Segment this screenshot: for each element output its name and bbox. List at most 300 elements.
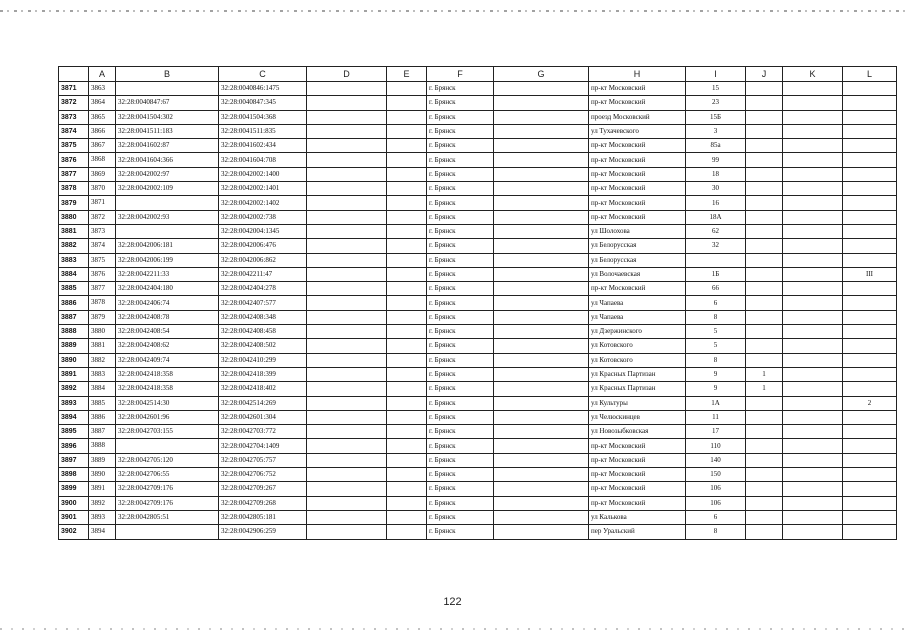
table-cell[interactable]: 32:28:0042408:62 <box>116 339 219 353</box>
table-cell[interactable] <box>494 382 589 396</box>
row-number[interactable]: 3891 <box>59 367 89 381</box>
table-cell[interactable] <box>746 468 783 482</box>
table-cell[interactable] <box>494 482 589 496</box>
table-cell[interactable]: пр-кт Московский <box>589 167 686 181</box>
table-cell[interactable]: г. Брянск <box>427 96 494 110</box>
table-cell[interactable]: пр-кт Московский <box>589 468 686 482</box>
table-cell[interactable]: пр-кт Московский <box>589 282 686 296</box>
table-cell[interactable] <box>746 139 783 153</box>
table-cell[interactable]: 3880 <box>89 325 116 339</box>
row-number[interactable]: 3894 <box>59 410 89 424</box>
table-cell[interactable] <box>494 282 589 296</box>
table-cell[interactable]: ул Белорусская <box>589 239 686 253</box>
table-cell[interactable] <box>307 425 387 439</box>
table-cell[interactable] <box>387 224 427 238</box>
table-cell[interactable]: 32:28:0042709:268 <box>219 496 307 510</box>
table-cell[interactable] <box>387 439 427 453</box>
table-cell[interactable] <box>843 182 897 196</box>
table-cell[interactable]: г. Брянск <box>427 224 494 238</box>
table-cell[interactable]: 32:28:0042408:348 <box>219 310 307 324</box>
table-cell[interactable] <box>387 253 427 267</box>
table-cell[interactable] <box>843 196 897 210</box>
table-cell[interactable] <box>387 167 427 181</box>
table-cell[interactable]: 99 <box>686 153 746 167</box>
table-cell[interactable]: г. Брянск <box>427 339 494 353</box>
table-cell[interactable]: 32:28:0042407:577 <box>219 296 307 310</box>
table-cell[interactable]: 3893 <box>89 510 116 524</box>
table-cell[interactable] <box>116 439 219 453</box>
table-cell[interactable] <box>387 367 427 381</box>
table-cell[interactable]: г. Брянск <box>427 282 494 296</box>
row-number[interactable]: 3883 <box>59 253 89 267</box>
table-cell[interactable]: 32:28:0042406:74 <box>116 296 219 310</box>
row-number[interactable]: 3897 <box>59 453 89 467</box>
table-cell[interactable]: ул Чапаева <box>589 310 686 324</box>
table-cell[interactable]: 32 <box>686 239 746 253</box>
table-cell[interactable] <box>686 253 746 267</box>
table-cell[interactable] <box>307 282 387 296</box>
table-cell[interactable]: 3887 <box>89 425 116 439</box>
table-cell[interactable] <box>843 253 897 267</box>
table-cell[interactable]: 32:28:0042409:74 <box>116 353 219 367</box>
table-cell[interactable] <box>494 425 589 439</box>
table-cell[interactable] <box>843 110 897 124</box>
row-number[interactable]: 3877 <box>59 167 89 181</box>
table-cell[interactable]: 32:28:0042706:752 <box>219 468 307 482</box>
table-cell[interactable] <box>387 310 427 324</box>
row-number[interactable]: 3892 <box>59 382 89 396</box>
table-cell[interactable]: 32:28:0042709:267 <box>219 482 307 496</box>
table-cell[interactable]: 32:28:0042706:55 <box>116 468 219 482</box>
table-cell[interactable] <box>387 510 427 524</box>
row-number[interactable]: 3878 <box>59 182 89 196</box>
table-cell[interactable] <box>307 153 387 167</box>
table-cell[interactable]: 32:28:0040846:1475 <box>219 82 307 96</box>
table-cell[interactable] <box>783 382 843 396</box>
table-cell[interactable] <box>843 468 897 482</box>
table-cell[interactable]: 62 <box>686 224 746 238</box>
table-cell[interactable]: 3888 <box>89 439 116 453</box>
table-cell[interactable] <box>783 182 843 196</box>
table-cell[interactable] <box>746 124 783 138</box>
table-cell[interactable] <box>387 496 427 510</box>
table-cell[interactable]: 32:28:0042805:181 <box>219 510 307 524</box>
table-cell[interactable]: 8 <box>686 525 746 539</box>
table-cell[interactable] <box>494 525 589 539</box>
table-cell[interactable] <box>387 139 427 153</box>
table-cell[interactable] <box>783 396 843 410</box>
table-cell[interactable]: 5 <box>686 339 746 353</box>
table-cell[interactable]: пр-кт Московский <box>589 96 686 110</box>
table-cell[interactable] <box>494 239 589 253</box>
table-cell[interactable]: 106 <box>686 482 746 496</box>
table-cell[interactable] <box>783 124 843 138</box>
table-cell[interactable]: 85а <box>686 139 746 153</box>
row-number[interactable]: 3885 <box>59 282 89 296</box>
table-cell[interactable]: г. Брянск <box>427 396 494 410</box>
table-cell[interactable] <box>494 510 589 524</box>
table-cell[interactable]: г. Брянск <box>427 196 494 210</box>
table-cell[interactable]: 3 <box>686 124 746 138</box>
row-number[interactable]: 3881 <box>59 224 89 238</box>
table-cell[interactable]: г. Брянск <box>427 182 494 196</box>
table-cell[interactable]: 32:28:0042514:269 <box>219 396 307 410</box>
table-cell[interactable]: г. Брянск <box>427 496 494 510</box>
table-cell[interactable] <box>746 167 783 181</box>
table-cell[interactable] <box>843 496 897 510</box>
table-cell[interactable] <box>783 453 843 467</box>
table-cell[interactable] <box>307 439 387 453</box>
row-number[interactable]: 3879 <box>59 196 89 210</box>
table-cell[interactable] <box>746 310 783 324</box>
table-cell[interactable]: 11 <box>686 410 746 424</box>
table-cell[interactable]: 9 <box>686 367 746 381</box>
table-cell[interactable] <box>783 267 843 281</box>
table-cell[interactable]: пр-кт Московский <box>589 196 686 210</box>
table-cell[interactable]: 32:28:0041504:368 <box>219 110 307 124</box>
table-cell[interactable] <box>783 139 843 153</box>
table-cell[interactable] <box>494 468 589 482</box>
table-cell[interactable] <box>843 339 897 353</box>
table-cell[interactable]: 32:28:0042002:97 <box>116 167 219 181</box>
table-cell[interactable] <box>746 353 783 367</box>
table-cell[interactable]: г. Брянск <box>427 167 494 181</box>
table-cell[interactable]: ул Котовского <box>589 353 686 367</box>
table-cell[interactable]: 3864 <box>89 96 116 110</box>
table-cell[interactable]: 32:28:0042418:402 <box>219 382 307 396</box>
table-cell[interactable] <box>746 439 783 453</box>
column-header[interactable]: F <box>427 67 494 82</box>
row-number[interactable]: 3893 <box>59 396 89 410</box>
table-cell[interactable]: 32:28:0042906:259 <box>219 525 307 539</box>
table-cell[interactable] <box>843 310 897 324</box>
table-cell[interactable] <box>494 167 589 181</box>
table-cell[interactable]: 32:28:0042805:51 <box>116 510 219 524</box>
table-cell[interactable]: 32:28:0042418:399 <box>219 367 307 381</box>
row-number[interactable]: 3887 <box>59 310 89 324</box>
table-cell[interactable]: 32:28:0042211:33 <box>116 267 219 281</box>
table-cell[interactable]: 32:28:0042002:1400 <box>219 167 307 181</box>
table-cell[interactable] <box>387 339 427 353</box>
table-cell[interactable] <box>307 525 387 539</box>
table-cell[interactable]: 32:28:0042709:176 <box>116 496 219 510</box>
table-cell[interactable] <box>494 224 589 238</box>
column-header[interactable]: E <box>387 67 427 82</box>
table-cell[interactable] <box>843 382 897 396</box>
table-cell[interactable]: г. Брянск <box>427 325 494 339</box>
table-cell[interactable]: ул Тухачевского <box>589 124 686 138</box>
table-cell[interactable] <box>387 110 427 124</box>
table-cell[interactable] <box>843 510 897 524</box>
table-cell[interactable] <box>116 525 219 539</box>
table-cell[interactable]: 32:28:0041602:87 <box>116 139 219 153</box>
table-cell[interactable] <box>387 410 427 424</box>
table-cell[interactable] <box>307 210 387 224</box>
table-cell[interactable] <box>746 210 783 224</box>
table-cell[interactable]: 32:28:0042705:757 <box>219 453 307 467</box>
table-cell[interactable] <box>746 339 783 353</box>
table-cell[interactable] <box>387 182 427 196</box>
table-cell[interactable]: 32:28:0042002:1401 <box>219 182 307 196</box>
table-cell[interactable]: 3882 <box>89 353 116 367</box>
table-cell[interactable]: 32:28:0042601:96 <box>116 410 219 424</box>
table-cell[interactable]: 23 <box>686 96 746 110</box>
table-cell[interactable]: г. Брянск <box>427 210 494 224</box>
table-cell[interactable]: ул Красных Партизан <box>589 367 686 381</box>
table-cell[interactable] <box>843 96 897 110</box>
table-cell[interactable]: 3865 <box>89 110 116 124</box>
table-cell[interactable]: 32:28:0041604:708 <box>219 153 307 167</box>
table-cell[interactable] <box>783 153 843 167</box>
table-cell[interactable]: 3885 <box>89 396 116 410</box>
table-cell[interactable]: ул Культуры <box>589 396 686 410</box>
table-cell[interactable] <box>307 353 387 367</box>
column-header[interactable]: D <box>307 67 387 82</box>
table-cell[interactable]: пр-кт Московский <box>589 453 686 467</box>
table-cell[interactable] <box>387 425 427 439</box>
table-cell[interactable] <box>387 96 427 110</box>
row-number[interactable]: 3871 <box>59 82 89 96</box>
table-cell[interactable]: ул Дзержинского <box>589 325 686 339</box>
table-cell[interactable] <box>116 196 219 210</box>
table-cell[interactable]: 32:28:0042006:862 <box>219 253 307 267</box>
table-cell[interactable]: 3879 <box>89 310 116 324</box>
table-cell[interactable]: г. Брянск <box>427 124 494 138</box>
table-cell[interactable] <box>307 496 387 510</box>
table-cell[interactable]: проезд Московский <box>589 110 686 124</box>
table-cell[interactable] <box>746 425 783 439</box>
table-cell[interactable] <box>307 339 387 353</box>
table-cell[interactable]: г. Брянск <box>427 82 494 96</box>
table-cell[interactable]: 32:28:0040847:67 <box>116 96 219 110</box>
column-header[interactable]: L <box>843 67 897 82</box>
table-cell[interactable] <box>783 96 843 110</box>
column-header[interactable]: G <box>494 67 589 82</box>
table-cell[interactable]: 32:28:0042408:54 <box>116 325 219 339</box>
table-cell[interactable]: 3881 <box>89 339 116 353</box>
table-cell[interactable]: ул Красных Партизан <box>589 382 686 396</box>
table-cell[interactable]: 32:28:0042514:30 <box>116 396 219 410</box>
table-cell[interactable]: 3863 <box>89 82 116 96</box>
table-cell[interactable]: ул Волочаевская <box>589 267 686 281</box>
table-cell[interactable]: 32:28:0042002:109 <box>116 182 219 196</box>
table-cell[interactable] <box>307 367 387 381</box>
table-cell[interactable] <box>746 410 783 424</box>
table-cell[interactable] <box>494 182 589 196</box>
table-cell[interactable] <box>494 396 589 410</box>
table-cell[interactable] <box>307 310 387 324</box>
row-number[interactable]: 3901 <box>59 510 89 524</box>
table-cell[interactable] <box>843 525 897 539</box>
table-cell[interactable] <box>387 453 427 467</box>
row-number[interactable]: 3874 <box>59 124 89 138</box>
table-cell[interactable] <box>307 325 387 339</box>
table-cell[interactable]: 1 <box>746 382 783 396</box>
table-cell[interactable] <box>783 353 843 367</box>
table-cell[interactable] <box>746 482 783 496</box>
table-cell[interactable]: г. Брянск <box>427 239 494 253</box>
table-cell[interactable]: 3873 <box>89 224 116 238</box>
table-cell[interactable]: 32:28:0042006:476 <box>219 239 307 253</box>
table-cell[interactable] <box>843 82 897 96</box>
table-cell[interactable] <box>783 282 843 296</box>
table-cell[interactable] <box>746 496 783 510</box>
table-cell[interactable] <box>387 396 427 410</box>
row-number[interactable]: 3889 <box>59 339 89 353</box>
table-cell[interactable] <box>783 310 843 324</box>
table-cell[interactable] <box>746 253 783 267</box>
table-cell[interactable]: 3868 <box>89 153 116 167</box>
table-cell[interactable]: 32:28:0042408:502 <box>219 339 307 353</box>
table-cell[interactable]: 32:28:0042408:458 <box>219 325 307 339</box>
table-cell[interactable] <box>783 296 843 310</box>
table-cell[interactable] <box>843 210 897 224</box>
table-cell[interactable] <box>494 310 589 324</box>
table-cell[interactable] <box>783 439 843 453</box>
table-cell[interactable] <box>746 182 783 196</box>
table-cell[interactable] <box>783 482 843 496</box>
table-cell[interactable] <box>783 110 843 124</box>
table-cell[interactable] <box>494 353 589 367</box>
table-cell[interactable] <box>307 96 387 110</box>
table-cell[interactable] <box>307 253 387 267</box>
table-cell[interactable] <box>843 139 897 153</box>
table-cell[interactable]: 3867 <box>89 139 116 153</box>
table-cell[interactable] <box>783 224 843 238</box>
table-cell[interactable]: 32:28:0042704:1409 <box>219 439 307 453</box>
table-cell[interactable] <box>387 82 427 96</box>
table-cell[interactable]: г. Брянск <box>427 253 494 267</box>
table-cell[interactable] <box>307 482 387 496</box>
table-cell[interactable] <box>387 482 427 496</box>
table-cell[interactable]: 32:28:0042709:176 <box>116 482 219 496</box>
table-cell[interactable] <box>746 510 783 524</box>
table-cell[interactable] <box>307 382 387 396</box>
table-cell[interactable] <box>783 325 843 339</box>
table-cell[interactable]: 66 <box>686 282 746 296</box>
table-cell[interactable]: 150 <box>686 468 746 482</box>
table-cell[interactable] <box>307 224 387 238</box>
table-cell[interactable]: 9 <box>686 382 746 396</box>
table-cell[interactable] <box>387 296 427 310</box>
table-cell[interactable] <box>843 282 897 296</box>
table-cell[interactable]: 32:28:0042418:358 <box>116 367 219 381</box>
table-cell[interactable]: г. Брянск <box>427 353 494 367</box>
table-cell[interactable]: 3870 <box>89 182 116 196</box>
table-cell[interactable] <box>783 167 843 181</box>
table-cell[interactable] <box>387 210 427 224</box>
table-cell[interactable]: 32:28:0041602:434 <box>219 139 307 153</box>
table-cell[interactable]: 32:28:0042418:358 <box>116 382 219 396</box>
table-cell[interactable] <box>307 410 387 424</box>
table-cell[interactable]: 32:28:0042703:155 <box>116 425 219 439</box>
table-cell[interactable] <box>843 425 897 439</box>
table-cell[interactable]: 3883 <box>89 367 116 381</box>
row-number[interactable]: 3884 <box>59 267 89 281</box>
table-cell[interactable]: 3875 <box>89 253 116 267</box>
table-cell[interactable] <box>783 82 843 96</box>
table-cell[interactable] <box>783 210 843 224</box>
table-cell[interactable] <box>746 82 783 96</box>
table-cell[interactable]: ул Белорусская <box>589 253 686 267</box>
table-cell[interactable] <box>746 453 783 467</box>
row-number[interactable]: 3873 <box>59 110 89 124</box>
table-cell[interactable]: 8 <box>686 310 746 324</box>
table-cell[interactable] <box>494 253 589 267</box>
table-cell[interactable]: пр-кт Московский <box>589 82 686 96</box>
table-cell[interactable]: пр-кт Московский <box>589 210 686 224</box>
table-cell[interactable]: г. Брянск <box>427 425 494 439</box>
table-cell[interactable] <box>494 110 589 124</box>
table-cell[interactable] <box>783 253 843 267</box>
table-cell[interactable] <box>494 139 589 153</box>
table-cell[interactable]: 6 <box>686 296 746 310</box>
table-cell[interactable]: г. Брянск <box>427 153 494 167</box>
table-cell[interactable]: г. Брянск <box>427 468 494 482</box>
table-cell[interactable]: 32:28:0042601:304 <box>219 410 307 424</box>
table-cell[interactable]: 18 <box>686 167 746 181</box>
table-cell[interactable]: пр-кт Московский <box>589 153 686 167</box>
table-cell[interactable] <box>746 396 783 410</box>
table-cell[interactable] <box>494 339 589 353</box>
table-cell[interactable]: 18А <box>686 210 746 224</box>
table-cell[interactable] <box>746 153 783 167</box>
table-cell[interactable]: 32:28:0041511:183 <box>116 124 219 138</box>
table-cell[interactable] <box>843 224 897 238</box>
table-cell[interactable]: 3872 <box>89 210 116 224</box>
table-cell[interactable]: 32:28:0042002:1402 <box>219 196 307 210</box>
table-cell[interactable] <box>387 239 427 253</box>
table-cell[interactable] <box>387 267 427 281</box>
table-cell[interactable] <box>387 282 427 296</box>
table-cell[interactable]: 3877 <box>89 282 116 296</box>
table-cell[interactable] <box>746 224 783 238</box>
row-number[interactable]: 3886 <box>59 296 89 310</box>
table-cell[interactable] <box>494 210 589 224</box>
row-number[interactable]: 3900 <box>59 496 89 510</box>
table-cell[interactable] <box>307 82 387 96</box>
column-header[interactable]: H <box>589 67 686 82</box>
table-cell[interactable] <box>783 496 843 510</box>
table-cell[interactable]: 16 <box>686 196 746 210</box>
row-number[interactable]: 3888 <box>59 325 89 339</box>
table-cell[interactable] <box>843 410 897 424</box>
table-cell[interactable] <box>494 367 589 381</box>
table-cell[interactable]: 30 <box>686 182 746 196</box>
table-cell[interactable]: 140 <box>686 453 746 467</box>
table-cell[interactable]: г. Брянск <box>427 367 494 381</box>
table-cell[interactable] <box>387 382 427 396</box>
table-cell[interactable]: г. Брянск <box>427 453 494 467</box>
table-cell[interactable] <box>307 453 387 467</box>
table-cell[interactable] <box>843 367 897 381</box>
table-cell[interactable] <box>307 267 387 281</box>
table-cell[interactable] <box>494 267 589 281</box>
table-cell[interactable] <box>843 167 897 181</box>
column-header[interactable] <box>59 67 89 82</box>
table-cell[interactable] <box>387 468 427 482</box>
table-cell[interactable]: 8 <box>686 353 746 367</box>
table-cell[interactable]: 3894 <box>89 525 116 539</box>
table-cell[interactable] <box>494 496 589 510</box>
table-cell[interactable]: 3878 <box>89 296 116 310</box>
row-number[interactable]: 3902 <box>59 525 89 539</box>
table-cell[interactable]: г. Брянск <box>427 139 494 153</box>
row-number[interactable]: 3880 <box>59 210 89 224</box>
table-cell[interactable]: пр-кт Московский <box>589 139 686 153</box>
table-cell[interactable] <box>387 153 427 167</box>
table-cell[interactable]: г. Брянск <box>427 382 494 396</box>
